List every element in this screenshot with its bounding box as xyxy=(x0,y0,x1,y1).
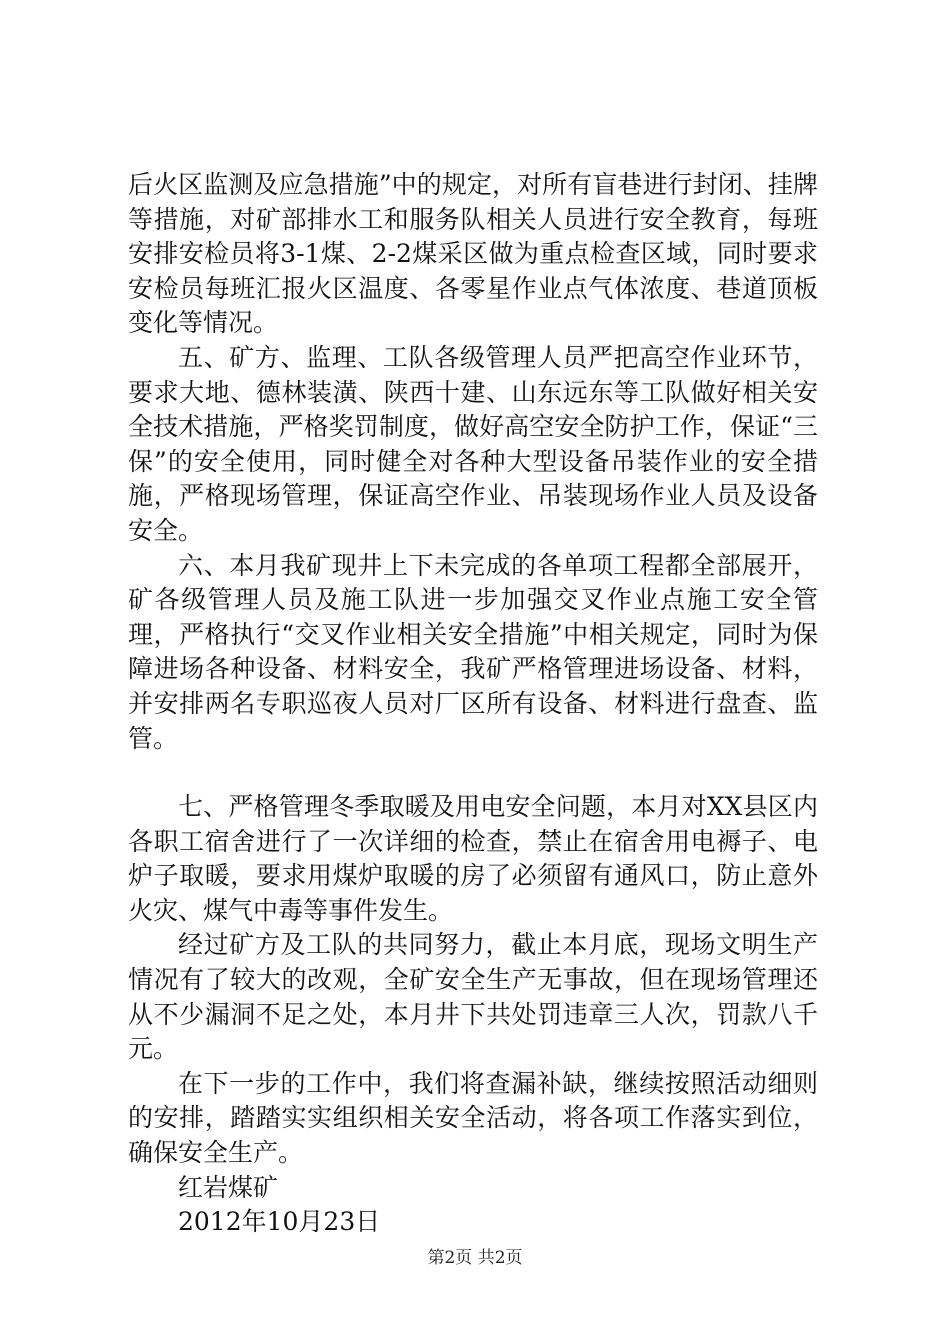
document-body xyxy=(128,168,818,1240)
paragraph-item-5: 五、矿方、监理、工队各级管理人员严把高空作业环节，要求大地、德林装潢、陕西十建、山东远东等工队做好相关安全技术措施，严格奖罚制度，做好高空安全防护工作，保证“三保”的安全使用，同时健全对各种大型设备吊装作业的安全措施，严格现场管理，保证高空作业、吊装现场作业人员及设备安全。 xyxy=(128,342,818,545)
paragraph-summary: 经过矿方及工队的共同努力，截止本月底，现场文明生产情况有了较大的改观，全矿安全生产无事故，但在现场管理还从不少漏洞不足之处，本月井下共处罚违章三人次，罚款八千元。 xyxy=(128,930,818,1064)
paragraph-item-7: 七、严格管理冬季取暖及用电安全问题，本月对XX县区内各职工宿舍进行了一次详细的检查，禁止在宿舍用电褥子、电炉子取暖，要求用煤炉取暖的房了必须留有通风口，防止意外火灾、煤气中毒等事件发生。 xyxy=(128,792,818,925)
signature-date: 2012年10月23日 xyxy=(178,1207,381,1237)
paragraph-item-6: 六、本月我矿现井上下未完成的各单项工程都全部展开，矿各级管理人员及施工队进一步加强交叉作业点施工安全管理，严格执行“交叉作业相关安全措施”中相关规定，同时为保障进场各种设备、材料安全，我矿严格管理进场设备、材料，并安排两名专职巡夜人员对厂区所有设备、材料进行盘查、监管。 xyxy=(128,550,818,753)
page-number-footer: 第2页 共2页 xyxy=(427,1248,523,1268)
signature-organization: 红岩煤矿 xyxy=(178,1172,279,1202)
paragraph-next-steps: 在下一步的工作中，我们将查漏补缺，继续按照活动细则的安排，踏踏实实组织相关安全活动，将各项工作落实到位，确保安全生产。 xyxy=(128,1068,818,1168)
paragraph-continuation: 后火区监测及应急措施”中的规定，对所有盲巷进行封闭、挂牌等措施，对矿部排水工和服务队相关人员进行安全教育，每班安排安检员将3-1煤、2-2煤采区做为重点检查区域，同时要求安检员每班汇报火区温度、各零星作业点气体浓度、巷道顶板变化等情况。 xyxy=(128,170,818,338)
